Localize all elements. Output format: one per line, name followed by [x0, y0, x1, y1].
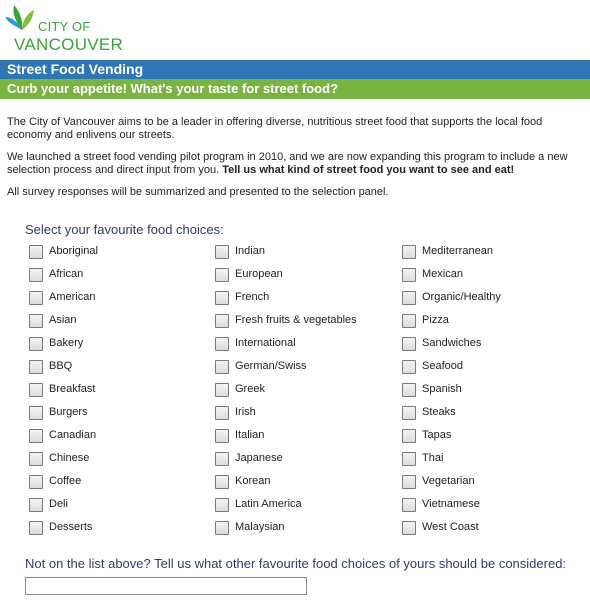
food-option-label[interactable]: BBQ	[49, 360, 73, 372]
page-subtitle: Curb your appetite! What's your taste for street food?	[0, 79, 590, 99]
food-option-label[interactable]: Canadian	[49, 429, 97, 441]
intro-text	[0, 99, 590, 199]
other-choices-input[interactable]	[25, 577, 307, 595]
food-option-checkbox[interactable]	[215, 498, 229, 512]
food-option-checkbox[interactable]	[402, 452, 416, 466]
intro-paragraph-1: The City of Vancouver aims to be a leader in offering diverse, nutritious street food that supports the local food economy and enlivens our streets.	[7, 116, 543, 141]
food-option-checkbox[interactable]	[402, 498, 416, 512]
food-choices-question: Select your favourite food choices:	[25, 222, 224, 237]
food-option-label[interactable]: Thai	[422, 452, 444, 464]
intro-paragraph-3: All survey responses will be summarized and presented to the selection panel.	[7, 186, 389, 198]
food-option-label[interactable]: Deli	[49, 498, 68, 510]
food-option-label[interactable]: International	[235, 337, 296, 349]
food-option-checkbox[interactable]	[215, 452, 229, 466]
food-option-label[interactable]: Vietnamese	[422, 498, 480, 510]
food-option-label[interactable]: Steaks	[422, 406, 456, 418]
intro-call-to-action: Tell us what kind of street food you want to see and eat!	[222, 164, 515, 176]
logo-text-vancouver: VANCOUVER	[14, 35, 124, 54]
food-option-label[interactable]: Breakfast	[49, 383, 96, 395]
food-option-checkbox[interactable]	[402, 406, 416, 420]
leaf-logo-icon	[4, 2, 40, 32]
food-option-checkbox[interactable]	[29, 337, 43, 351]
food-option-checkbox[interactable]	[215, 406, 229, 420]
food-option-checkbox[interactable]	[402, 475, 416, 489]
food-option-checkbox[interactable]	[402, 383, 416, 397]
food-option-label[interactable]: Greek	[235, 383, 265, 395]
food-option-checkbox[interactable]	[402, 337, 416, 351]
food-option-checkbox[interactable]	[29, 268, 43, 282]
food-option-label[interactable]: Aboriginal	[49, 245, 98, 257]
food-option-label[interactable]: Vegetarian	[422, 475, 475, 487]
city-logo	[0, 0, 590, 60]
food-option-checkbox[interactable]	[29, 429, 43, 443]
food-option-label[interactable]: Korean	[235, 475, 271, 487]
food-option-label[interactable]: European	[235, 268, 283, 280]
food-option-label[interactable]: American	[49, 291, 96, 303]
food-option-checkbox[interactable]	[29, 245, 43, 259]
food-option-checkbox[interactable]	[215, 429, 229, 443]
food-option-label[interactable]: Fresh fruits & vegetables	[235, 314, 357, 326]
food-option-checkbox[interactable]	[29, 360, 43, 374]
food-option-label[interactable]: Pizza	[422, 314, 449, 326]
food-option-checkbox[interactable]	[29, 383, 43, 397]
intro-paragraph-2	[7, 151, 580, 177]
page-title: Street Food Vending	[0, 60, 590, 79]
food-option-checkbox[interactable]	[402, 245, 416, 259]
food-option-checkbox[interactable]	[215, 383, 229, 397]
food-option-checkbox[interactable]	[215, 245, 229, 259]
food-option-label[interactable]: Chinese	[49, 452, 90, 464]
food-option-checkbox[interactable]	[402, 268, 416, 282]
food-option-label[interactable]: Spanish	[422, 383, 462, 395]
food-option-label[interactable]: Japanese	[235, 452, 283, 464]
food-option-checkbox[interactable]	[29, 291, 43, 305]
food-option-label[interactable]: Irish	[235, 406, 256, 418]
food-option-label[interactable]: Malaysian	[235, 521, 285, 533]
food-option-label[interactable]: Organic/Healthy	[422, 291, 501, 303]
food-option-label[interactable]: Italian	[235, 429, 265, 441]
food-option-label[interactable]: Mediterranean	[422, 245, 493, 257]
food-option-label[interactable]: Asian	[49, 314, 77, 326]
food-option-checkbox[interactable]	[215, 291, 229, 305]
food-option-checkbox[interactable]	[29, 314, 43, 328]
food-option-label[interactable]: Indian	[235, 245, 265, 257]
food-option-checkbox[interactable]	[29, 521, 43, 535]
food-option-checkbox[interactable]	[402, 291, 416, 305]
food-option-label[interactable]: Seafood	[422, 360, 463, 372]
food-option-checkbox[interactable]	[402, 360, 416, 374]
logo-text-city-of: CITY OF	[38, 19, 91, 34]
food-option-label[interactable]: Bakery	[49, 337, 84, 349]
food-option-label[interactable]: Burgers	[49, 406, 88, 418]
intro-paragraph-2-text: We launched a street food vending pilot program in 2010, and we are now expanding this program to include a new selection process and direct input from you.	[7, 151, 568, 176]
food-option-checkbox[interactable]	[215, 337, 229, 351]
food-option-label[interactable]: African	[49, 268, 84, 280]
food-option-checkbox[interactable]	[215, 475, 229, 489]
food-option-checkbox[interactable]	[29, 452, 43, 466]
food-option-checkbox[interactable]	[402, 521, 416, 535]
food-option-checkbox[interactable]	[402, 314, 416, 328]
food-option-label[interactable]: German/Swiss	[235, 360, 307, 372]
food-option-checkbox[interactable]	[215, 521, 229, 535]
food-option-label[interactable]: Coffee	[49, 475, 82, 487]
food-option-checkbox[interactable]	[29, 406, 43, 420]
food-option-label[interactable]: Sandwiches	[422, 337, 482, 349]
food-option-label[interactable]: Tapas	[422, 429, 452, 441]
food-option-label[interactable]: Desserts	[49, 521, 93, 533]
food-option-label[interactable]: Mexican	[422, 268, 463, 280]
food-option-label[interactable]: French	[235, 291, 270, 303]
other-choices-question: Not on the list above? Tell us what other favourite food choices of yours should be considered:	[25, 556, 567, 571]
food-option-label[interactable]: West Coast	[422, 521, 479, 533]
food-option-label[interactable]: Latin America	[235, 498, 302, 510]
food-option-checkbox[interactable]	[215, 360, 229, 374]
food-option-checkbox[interactable]	[402, 429, 416, 443]
food-option-checkbox[interactable]	[215, 314, 229, 328]
food-option-checkbox[interactable]	[29, 475, 43, 489]
food-option-checkbox[interactable]	[29, 498, 43, 512]
food-option-checkbox[interactable]	[215, 268, 229, 282]
